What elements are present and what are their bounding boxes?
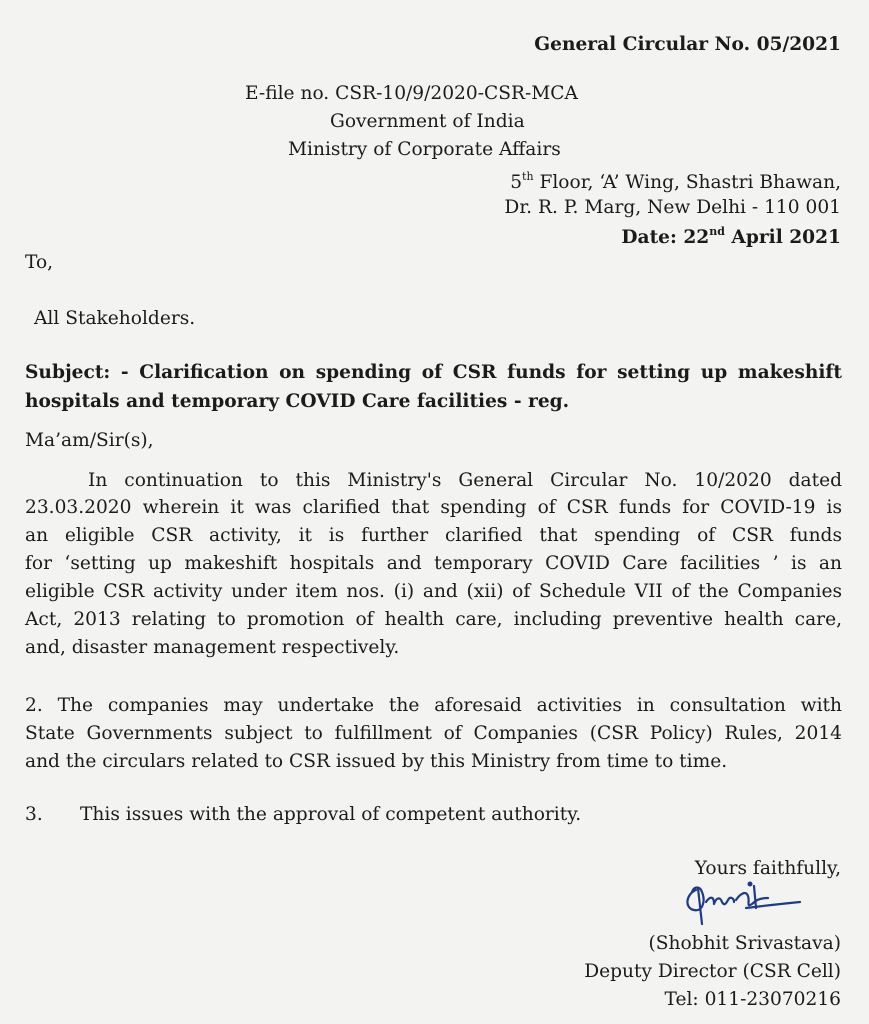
para3: 3. This issues with the approval of competent authority. — [25, 804, 582, 825]
para2-line: and the circulars related to CSR issued by this Ministry from time to time. — [25, 751, 728, 772]
para1-line: eligible CSR activity under item nos. (i) and (xii) of Schedule VII of the Companies — [25, 581, 842, 602]
ministry-name: Ministry of Corporate Affairs — [288, 139, 561, 160]
circular-number: General Circular No. 05/2021 — [534, 34, 841, 55]
para1-line: for ‘setting up makeshift hospitals and temporary COVID Care facilities ’ is an — [25, 553, 842, 574]
signature-image — [676, 868, 806, 928]
salutation: Ma’am/Sir(s), — [25, 430, 154, 451]
para1-line: In continuation to this Ministry's General Circular No. 10/2020 dated — [88, 470, 842, 491]
para2-line: 2. The companies may undertake the aforesaid activities in consultation with — [25, 695, 842, 716]
para1-line: an eligible CSR activity, it is further clarified that spending of CSR funds — [25, 525, 842, 546]
address-line-2: Dr. R. P. Marg, New Delhi - 110 001 — [504, 197, 841, 218]
para1-line: 23.03.2020 wherein it was clarified that spending of CSR funds for COVID-19 is — [25, 497, 842, 518]
closing: Yours faithfully, — [694, 858, 841, 879]
to-label: To, — [25, 252, 54, 273]
letter-date: Date: 22nd April 2021 — [621, 225, 841, 249]
para1-line: and, disaster management respectively. — [25, 637, 400, 658]
subject-line-1: Subject: - Clarification on spending of CSR funds for setting up makeshift — [25, 362, 842, 383]
para2-line: State Governments subject to fulfillment of Companies (CSR Policy) Rules, 2014 — [25, 723, 842, 744]
addressee: All Stakeholders. — [34, 308, 196, 329]
government-name: Government of India — [330, 111, 525, 132]
signature-strokes — [687, 883, 800, 924]
para1-line: Act, 2013 relating to promotion of health care, including preventive health care, — [25, 609, 842, 630]
signer-name: (Shobhit Srivastava) — [648, 933, 841, 954]
efile-number: E-file no. CSR-10/9/2020-CSR-MCA — [245, 83, 578, 104]
signer-telephone: Tel: 011-23070216 — [664, 989, 841, 1010]
subject-line-2: hospitals and temporary COVID Care facilities - reg. — [25, 391, 570, 412]
address-line-1: 5th Floor, ‘A’ Wing, Shastri Bhawan, — [510, 170, 841, 194]
signer-designation: Deputy Director (CSR Cell) — [584, 961, 841, 982]
